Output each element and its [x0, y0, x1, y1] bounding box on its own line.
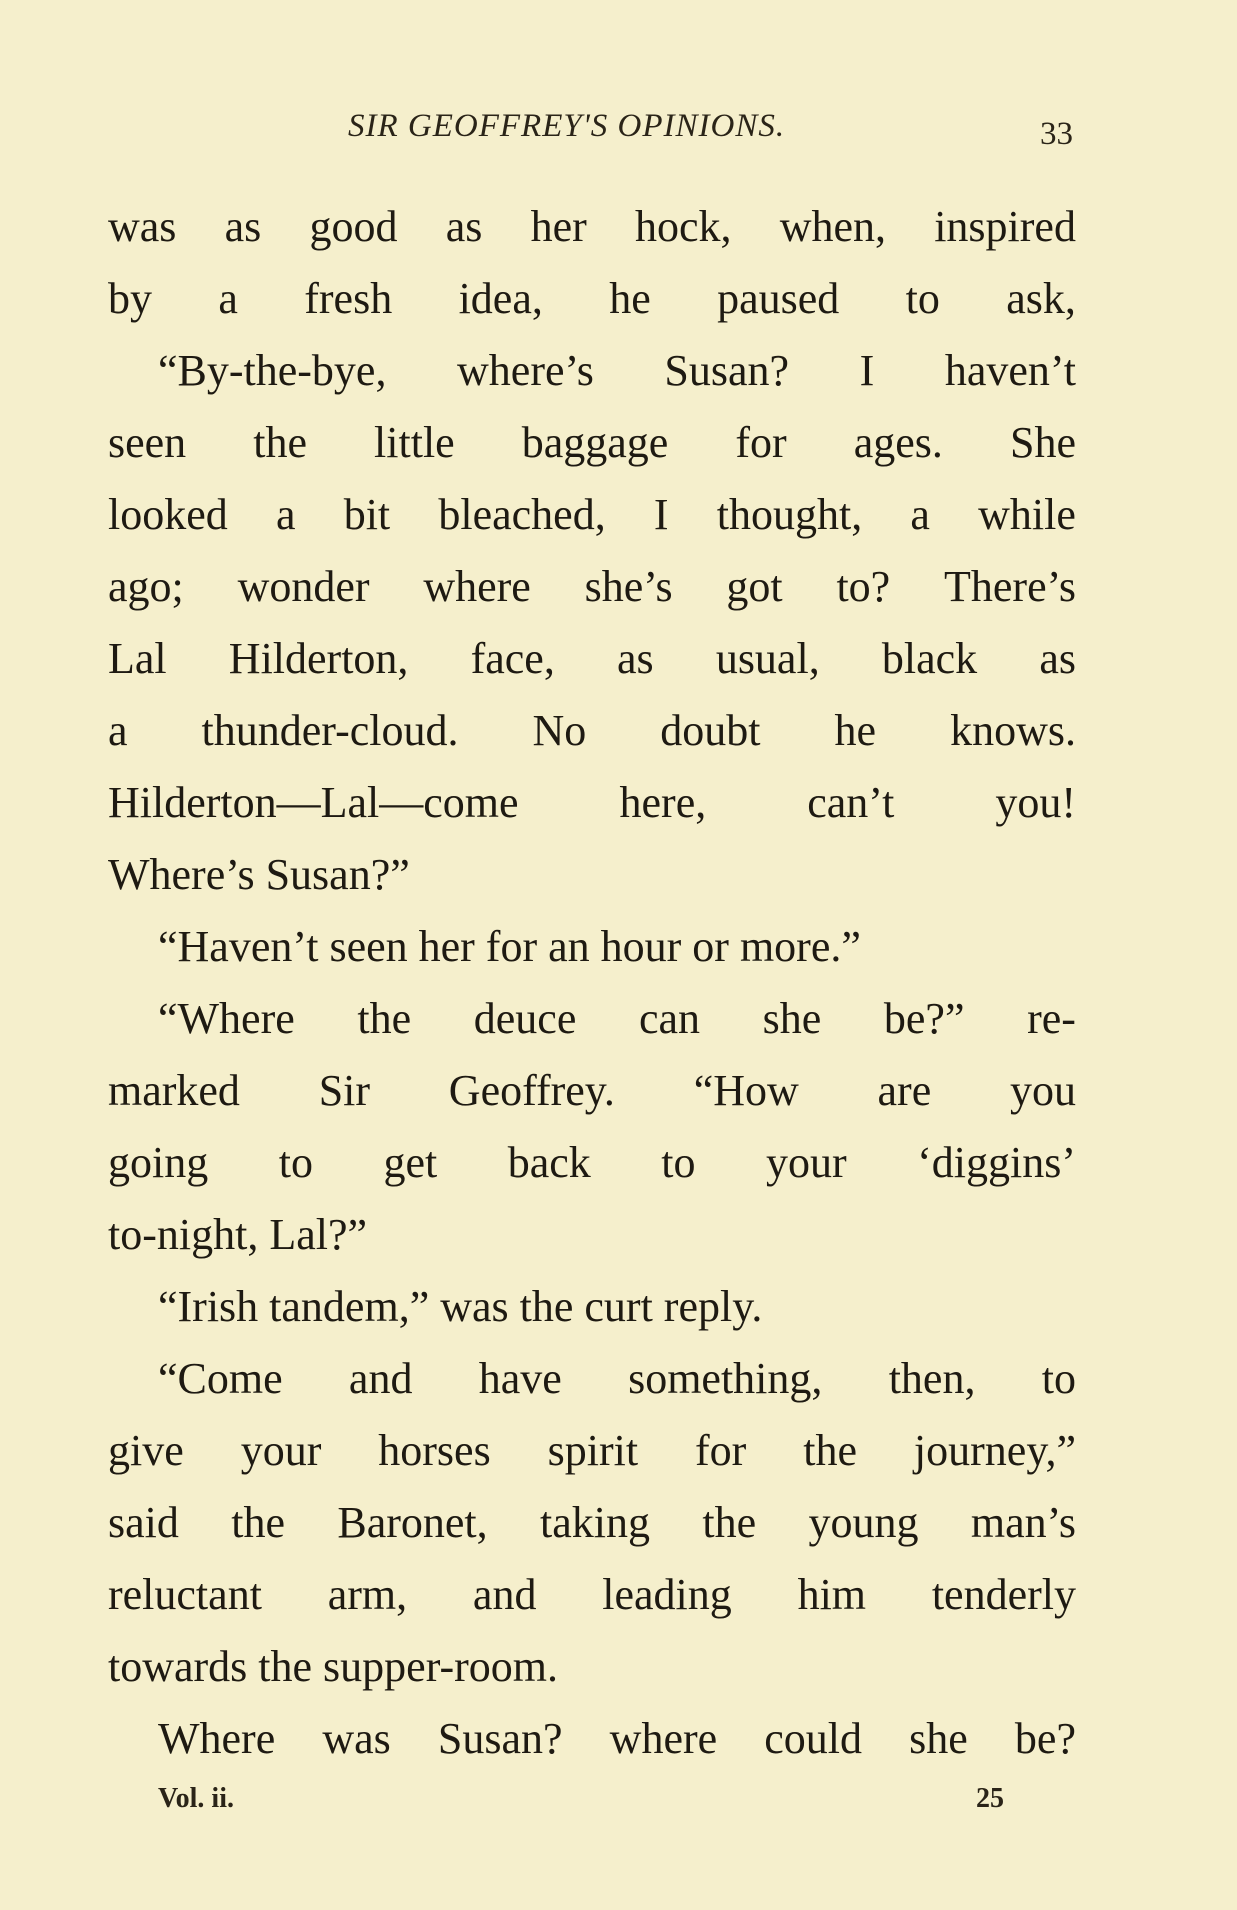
word: he — [834, 706, 877, 755]
word: he — [609, 274, 651, 323]
text-line — [108, 767, 1076, 839]
word: Baronet, — [337, 1498, 488, 1547]
text-line: Where’s Susan?” — [108, 850, 410, 899]
word: good — [309, 202, 398, 251]
word: ‘diggins’ — [917, 1138, 1076, 1187]
word: your — [765, 1138, 847, 1187]
word: to? — [836, 562, 891, 611]
word: as — [617, 634, 654, 683]
word: as — [445, 202, 483, 251]
word: could — [764, 1714, 863, 1763]
word: bit — [343, 490, 391, 539]
word: the — [357, 994, 412, 1043]
body-text — [108, 191, 1076, 1775]
text-line — [108, 1127, 1076, 1199]
text-line — [108, 551, 1076, 623]
word: Hilderton, — [228, 634, 409, 683]
word: the — [803, 1426, 857, 1475]
word: haven’t — [944, 346, 1076, 395]
word: deuce — [473, 994, 577, 1043]
word: him — [797, 1570, 867, 1619]
word: to — [905, 274, 940, 323]
word: for — [695, 1426, 747, 1475]
word: then, — [888, 1354, 976, 1403]
word: a — [108, 706, 128, 755]
word: She — [1009, 418, 1076, 467]
word: she’s — [584, 562, 673, 611]
word: she — [909, 1714, 968, 1763]
word: have — [478, 1354, 562, 1403]
word: are — [877, 1066, 932, 1115]
word: Geoffrey. — [448, 1066, 615, 1115]
word: I — [653, 490, 669, 539]
word: said — [108, 1498, 179, 1547]
word: the — [702, 1498, 757, 1547]
text-line — [108, 695, 1076, 767]
text-line — [108, 1703, 1076, 1775]
word: give — [108, 1426, 184, 1475]
word: bleached, — [438, 490, 606, 539]
word: was — [322, 1714, 391, 1763]
word: black — [881, 634, 978, 683]
word: you! — [995, 778, 1076, 827]
word: baggage — [521, 418, 669, 467]
word: fresh — [304, 274, 393, 323]
word: thought, — [716, 490, 863, 539]
word: and — [472, 1570, 537, 1619]
text-line — [108, 983, 1076, 1055]
text-line: towards the supper-room. — [108, 1642, 559, 1691]
word: Sir — [318, 1066, 371, 1115]
volume-signature: Vol. ii. — [158, 1783, 234, 1814]
word: for — [735, 418, 787, 467]
word: “How — [693, 1066, 799, 1115]
word: as — [1039, 634, 1076, 683]
text-line — [108, 1415, 1076, 1487]
text-line — [108, 335, 1076, 407]
running-title: SIR GEOFFREY'S OPINIONS. — [348, 108, 786, 144]
word: Where — [158, 1714, 276, 1763]
word: hock, — [634, 202, 732, 251]
word: thunder-cloud. — [201, 706, 459, 755]
word: you — [1010, 1066, 1076, 1115]
word: the — [253, 418, 307, 467]
word: the — [231, 1498, 286, 1547]
word: where’s — [457, 346, 594, 395]
word: Lal — [108, 634, 167, 683]
word: young — [808, 1498, 919, 1547]
word: little — [374, 418, 455, 467]
word: a — [910, 490, 930, 539]
word: can’t — [807, 778, 895, 827]
word: I — [859, 346, 875, 395]
word: where — [423, 562, 531, 611]
text-line — [108, 1487, 1076, 1559]
word: Susan? — [664, 346, 790, 395]
word: can — [638, 994, 701, 1043]
word: something, — [628, 1354, 823, 1403]
word: be? — [1014, 1714, 1076, 1763]
word: and — [348, 1354, 413, 1403]
word: to — [1041, 1354, 1076, 1403]
word: “Where — [158, 994, 295, 1043]
text-line — [108, 623, 1076, 695]
word: face, — [470, 634, 555, 683]
word: she — [762, 994, 822, 1043]
word: arm, — [327, 1570, 408, 1619]
word: ask, — [1006, 274, 1076, 323]
text-line — [108, 263, 1076, 335]
word: seen — [108, 418, 187, 467]
text-line — [108, 407, 1076, 479]
word: as — [224, 202, 262, 251]
word: man’s — [970, 1498, 1076, 1547]
word: idea, — [458, 274, 543, 323]
word: be?” — [883, 994, 965, 1043]
word: taking — [540, 1498, 651, 1547]
word: usual, — [715, 634, 820, 683]
word: going — [108, 1138, 209, 1187]
text-line — [108, 1343, 1076, 1415]
word: when, — [779, 202, 886, 251]
word: was — [108, 202, 177, 251]
word: marked — [108, 1066, 240, 1115]
text-line — [108, 1559, 1076, 1631]
text-line: “Irish tandem,” was the curt reply. — [158, 1282, 763, 1331]
text-line — [108, 191, 1076, 263]
word: your — [240, 1426, 322, 1475]
word: by — [108, 274, 152, 323]
word: here, — [619, 778, 707, 827]
word: back — [507, 1138, 591, 1187]
word: a — [275, 490, 296, 539]
page-number: 33 — [1040, 116, 1073, 152]
word: looked — [108, 490, 228, 539]
word: re- — [1027, 994, 1076, 1043]
word: Susan? — [437, 1714, 563, 1763]
word: horses — [378, 1426, 491, 1475]
word: leading — [602, 1570, 732, 1619]
word: while — [978, 490, 1076, 539]
word: a — [218, 274, 238, 323]
word: ago; — [108, 562, 184, 611]
word: tenderly — [931, 1570, 1076, 1619]
text-line: to-night, Lal?” — [108, 1210, 368, 1259]
word: knows. — [950, 706, 1076, 755]
word: get — [383, 1138, 438, 1187]
text-line: “Haven’t seen her for an hour or more.” — [158, 922, 861, 971]
word: got — [726, 562, 783, 611]
word: There’s — [944, 562, 1076, 611]
word: reluctant — [108, 1570, 262, 1619]
word: journey,” — [913, 1426, 1076, 1475]
text-line — [108, 479, 1076, 551]
word: doubt — [660, 706, 761, 755]
word: “Come — [158, 1354, 283, 1403]
word: to — [278, 1138, 313, 1187]
word: her — [530, 202, 587, 251]
word: to — [661, 1138, 696, 1187]
signature-mark: 25 — [976, 1783, 1004, 1814]
word: spirit — [547, 1426, 639, 1475]
word: Hilderton—Lal—come — [108, 778, 519, 827]
word: “By-the-bye, — [158, 346, 387, 395]
word: inspired — [934, 202, 1076, 251]
word: No — [532, 706, 587, 755]
word: wonder — [237, 562, 370, 611]
word: ages. — [853, 418, 943, 467]
text-line — [108, 1055, 1076, 1127]
word: paused — [717, 274, 840, 323]
word: where — [609, 1714, 718, 1763]
